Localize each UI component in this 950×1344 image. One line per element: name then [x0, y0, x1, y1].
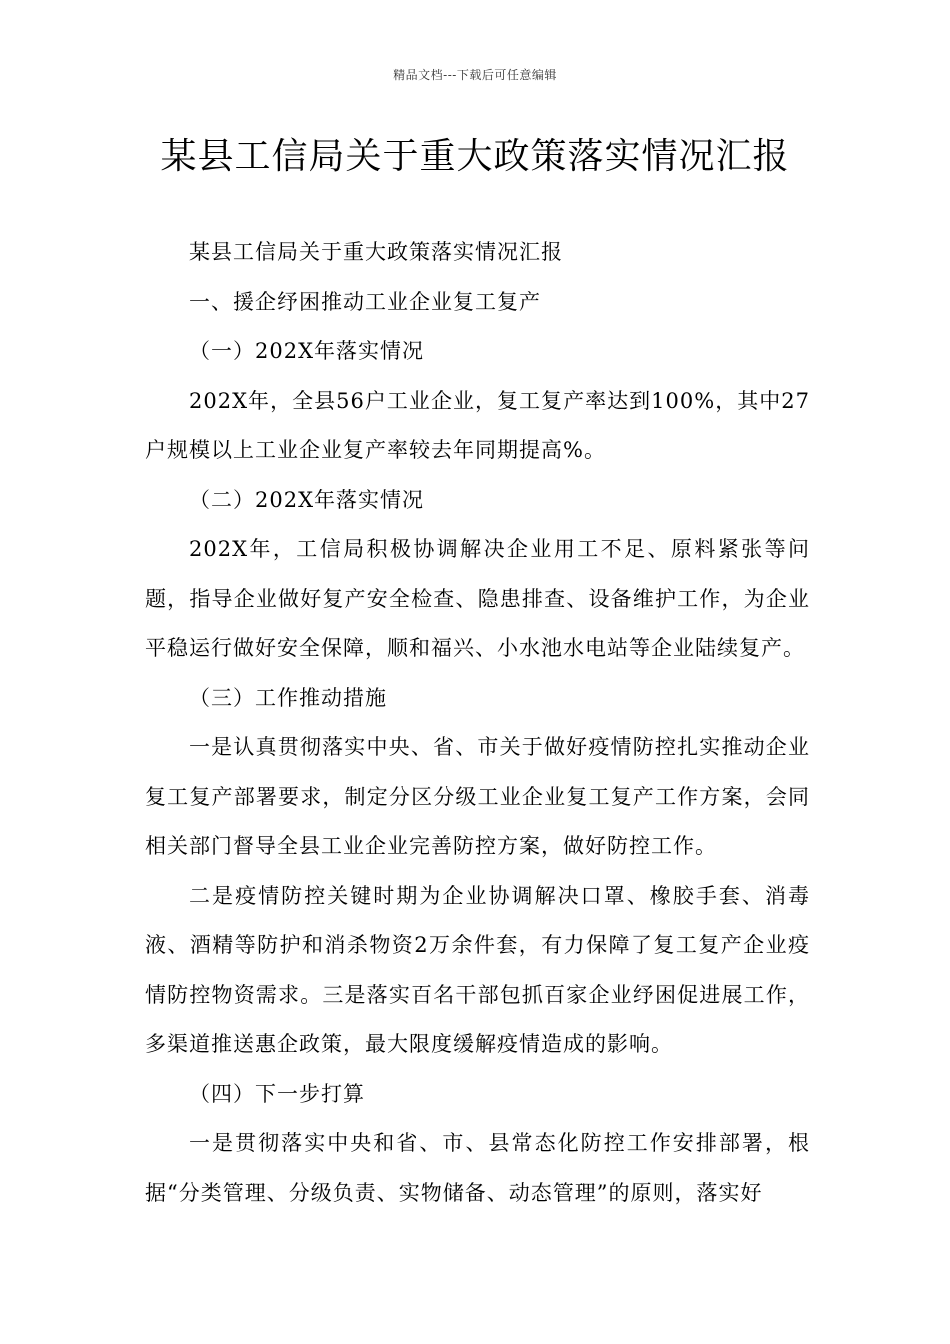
document-body	[145, 228, 810, 1218]
paragraph-repeated-title: 某县工信局关于重大政策落实情况汇报	[189, 240, 563, 264]
paragraph: 202X年，工信局积极协调解决企业用工不足、原料紧张等问题，指导企业做好复产安全检查、隐患排查、设备维护工作，为企业平稳运行做好安全保障，顺和福兴、小水池水电站等企业陆续复产。	[145, 537, 810, 660]
paragraph: 一是贯彻落实中央和省、市、县常态化防控工作安排部署，根据“分类管理、分级负责、实物储备、动态管理”的原则，落实好	[145, 1131, 810, 1205]
subsection-heading-1: （一）202X年落实情况	[189, 339, 425, 363]
section-heading-1: 一、援企纾困推动工业企业复工复产	[189, 289, 541, 314]
subsection-heading-2: （二）202X年落实情况	[189, 487, 425, 512]
header-note: 精品文档---下载后可任意编辑	[393, 68, 557, 82]
subsection-heading-4: （四）下一步打算	[189, 1081, 365, 1106]
subsection-heading-3: （三）工作推动措施	[189, 685, 387, 710]
paragraph: 202X年，全县56户工业企业，复工复产率达到100%，其中27户规模以上工业企业复产率较去年同期提高%。	[145, 388, 810, 462]
document-title: 某县工信局关于重大政策落实情况汇报	[160, 136, 790, 177]
paragraph: 一是认真贯彻落实中央、省、市关于做好疫情防控扎实推动企业复工复产部署要求，制定分区分级工业企业复工复产工作方案，会同相关部门督导全县工业企业完善防控方案，做好防控工作。	[145, 735, 810, 858]
paragraph: 二是疫情防控关键时期为企业协调解决口罩、橡胶手套、消毒液、酒精等防护和消杀物资2万余件套，有力保障了复工复产企业疫情防控物资需求。三是落实百名干部包抓百家企业纾困促进展工作，多渠道推送惠企政策，最大限度缓解疫情造成的影响。	[145, 883, 810, 1056]
